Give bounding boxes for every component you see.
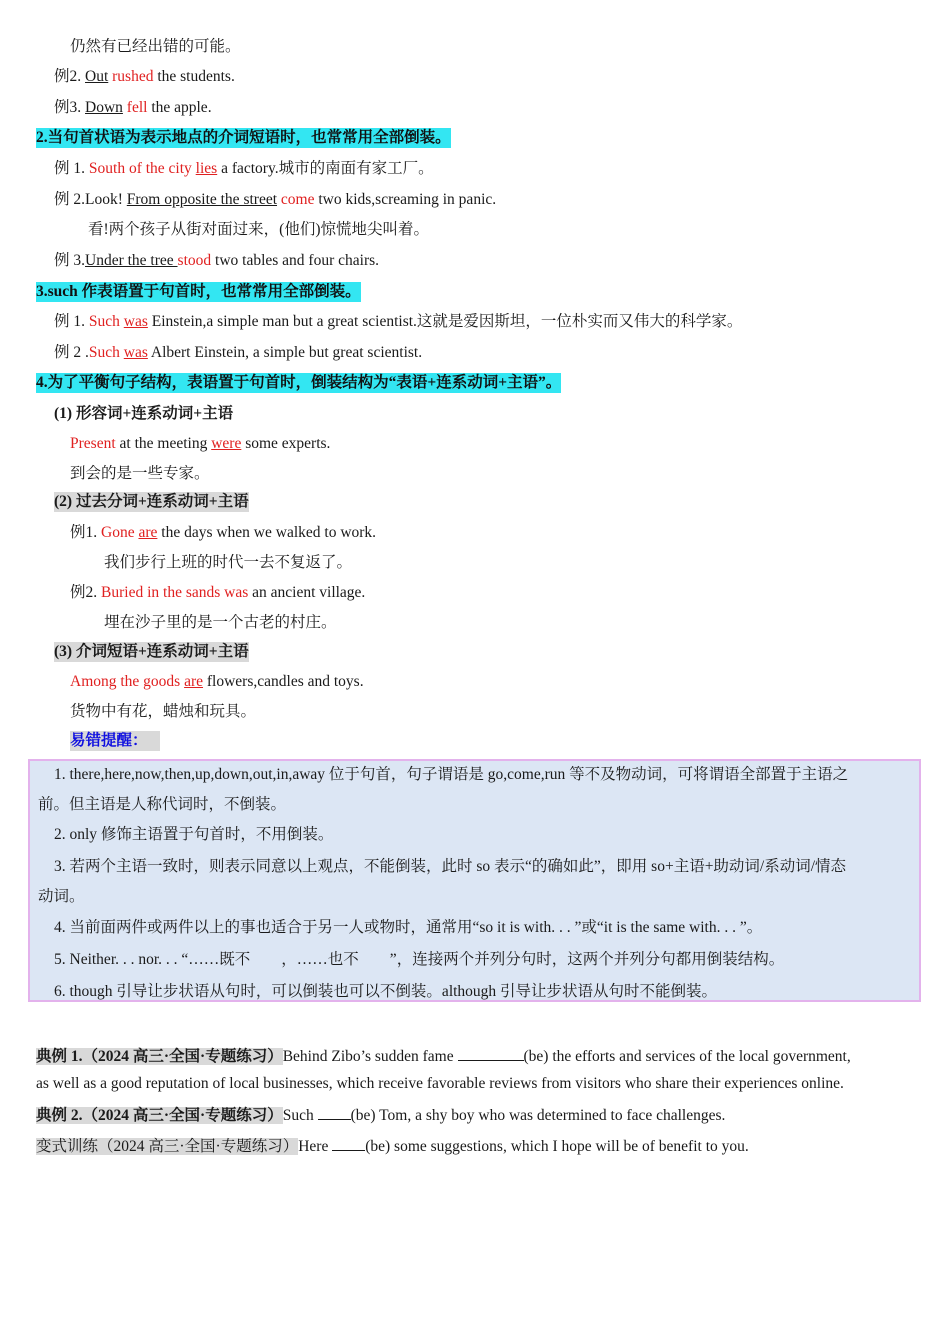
rule3-example-1: 例 1. Such was Einstein,a simple man but a great scientist.这就是爱因斯坦，一位朴实而又伟大的科学家。: [54, 313, 743, 330]
example-out-rushed: 例2. Out rushed the students.: [54, 68, 235, 85]
tip-6: 6. though 引导让步状语从句时，可以倒装也可以不倒装。although 引导让步状语从句时不能倒装。: [54, 983, 718, 1000]
prepositional-example-translation: 货物中有花，蜡烛和玩具。: [70, 703, 257, 720]
tip-4: 4. 当前面两件或两件以上的事也适合于另一人或物时，通常用“so it is with. . . ”或“it is the same with. . . ”。: [54, 919, 763, 936]
continued-text: 仍然有已经出错的可能。: [70, 38, 241, 55]
rule2-example-2: 例 2.Look! From opposite the street come two kids,screaming in panic.: [54, 191, 497, 208]
typical-example-2: 典例 2.（2024 高三·全国·专题练习）Such (be) Tom, a shy boy who was determined to face challenges.: [36, 1104, 725, 1126]
answer-blank-3[interactable]: [332, 1135, 365, 1151]
subheading-past-participle: (2) 过去分词+连系动词+主语: [54, 493, 249, 510]
typical-example-1: 典例 1.（2024 高三·全国·专题练习）Behind Zibo’s sudden fame (be) the efforts and services of the local government,: [36, 1045, 851, 1067]
participle-example-2-translation: 埋在沙子里的是一个古老的村庄。: [104, 614, 337, 631]
tips-title: 易错提醒：: [70, 731, 160, 751]
subheading-prepositional-phrase: (3) 介词短语+连系动词+主语: [54, 643, 249, 660]
heading-rule-4: 4.为了平衡句子结构，表语置于句首时，倒装结构为“表语+连系动词+主语”。: [36, 374, 562, 391]
tip-3-line-1: 3. 若两个主语一致时，则表示同意以上观点，不能倒装，此时 so 表示“的确如此”，即用 so+主语+助动词/系动词/情态: [54, 858, 847, 875]
participle-example-2: 例2. Buried in the sands was an ancient village.: [70, 584, 366, 601]
variant-practice: 变式训练（2024 高三·全国·专题练习）Here (be) some suggestions, which I hope will be of benefit to you.: [36, 1135, 749, 1157]
typical-example-1-line-2: as well as a good reputation of local businesses, which receive favorable reviews from visitors who share their experiences online.: [36, 1075, 844, 1092]
subheading-adjective: (1) 形容词+连系动词+主语: [54, 405, 234, 422]
adjective-example-translation: 到会的是一些专家。: [70, 465, 210, 482]
participle-example-1: 例1. Gone are the days when we walked to work.: [70, 524, 377, 541]
rule3-example-2: 例 2 .Such was Albert Einstein, a simple but great scientist.: [54, 344, 423, 361]
tip-1-line-2: 前。但主语是人称代词时，不倒装。: [38, 796, 287, 813]
answer-blank-2[interactable]: [318, 1104, 351, 1120]
heading-rule-2: 2.当句首状语为表示地点的介词短语时，也常常用全部倒装。: [36, 129, 451, 146]
rule2-example-1: 例 1. South of the city lies a factory.城市的南面有家工厂。: [54, 160, 434, 177]
tip-1-line-1: 1. there,here,now,then,up,down,out,in,away 位于句首，句子谓语是 go,come,run 等不及物动词，可将谓语全部置于主语之: [54, 766, 849, 783]
answer-blank-1[interactable]: [458, 1045, 524, 1061]
tip-3-line-2: 动词。: [38, 888, 85, 905]
heading-rule-3: 3.such 作表语置于句首时，也常常用全部倒装。: [36, 283, 361, 300]
tip-2: 2. only 修饰主语置于句首时，不用倒装。: [54, 826, 334, 843]
adjective-example: Present at the meeting were some experts.: [70, 435, 331, 452]
prepositional-example: Among the goods are flowers,candles and toys.: [70, 673, 364, 690]
rule2-example-3: 例 3.Under the tree stood two tables and four chairs.: [54, 252, 380, 269]
rule2-example-2-translation: 看!两个孩子从街对面过来，(他们)惊慌地尖叫着。: [88, 221, 429, 238]
participle-example-1-translation: 我们步行上班的时代一去不复返了。: [104, 554, 353, 571]
tip-5: 5. Neither. . . nor. . . “……既不 ，……也不 ”，连接两个并列分句时，这两个并列分句都用倒装结构。: [54, 951, 785, 968]
example-down-fell: 例3. Down fell the apple.: [54, 99, 212, 116]
tips-box: [28, 759, 921, 1002]
